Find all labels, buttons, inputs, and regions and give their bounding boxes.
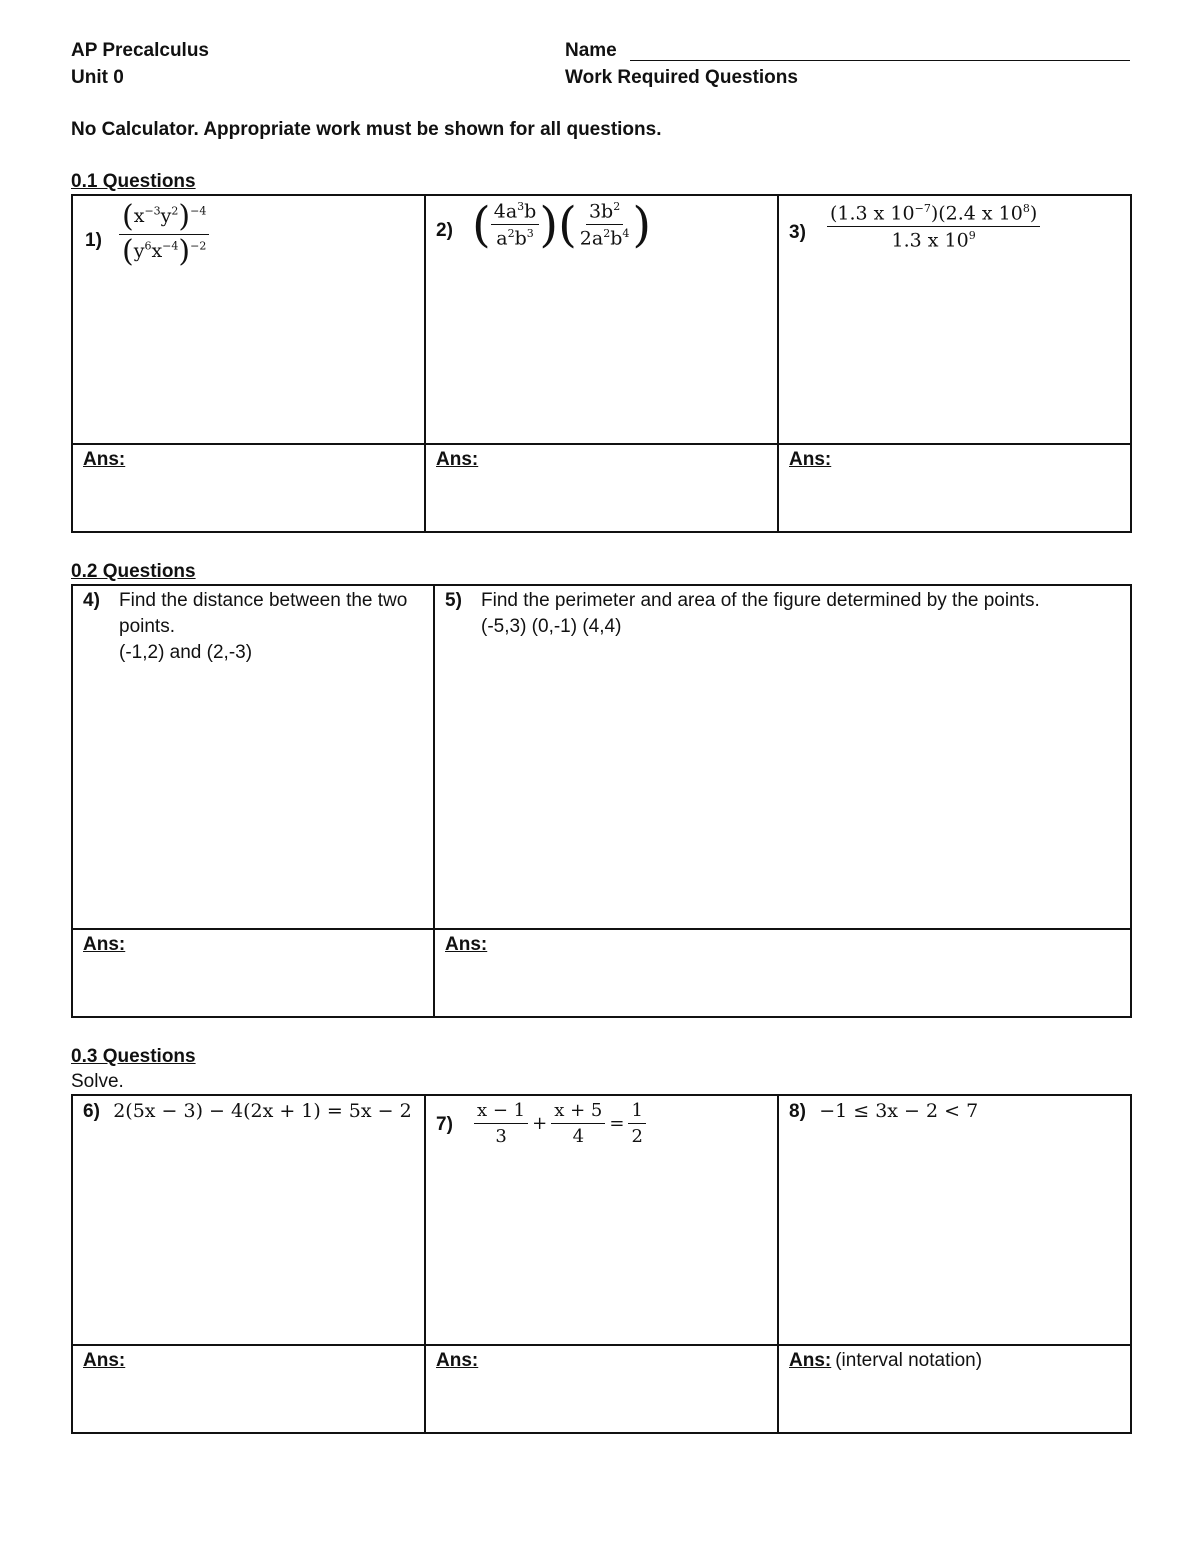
answer-label: Ans:	[83, 934, 126, 955]
section-0-3-table	[71, 1094, 1132, 1434]
name-label: Name	[565, 40, 617, 61]
answer-label: Ans:	[445, 934, 488, 955]
answer-6-cell[interactable]	[72, 1345, 425, 1433]
answer-8-cell[interactable]	[778, 1345, 1131, 1433]
section-title-0-1: 0.1 Questions	[71, 171, 196, 192]
question-5-number: 5)	[445, 590, 462, 611]
section-0-2-table	[71, 584, 1132, 1018]
question-5-text: Find the perimeter and area of the figure determined by the points.	[481, 590, 1040, 611]
question-4-cell	[72, 585, 434, 929]
question-3-cell	[778, 195, 1131, 444]
question-2-cell	[425, 195, 778, 444]
answer-4-cell[interactable]	[72, 929, 434, 1017]
answer-5-cell[interactable]	[434, 929, 1131, 1017]
answer-2-cell[interactable]	[425, 444, 778, 532]
question-2-number: 2)	[436, 220, 453, 241]
course-title: AP Precalculus	[71, 40, 210, 61]
worksheet-title: Work Required Questions	[565, 67, 798, 88]
question-2-expression: ( $\frac{4a^3b}{a^2b^3}$ ) ( $\frac{3b^2}{2a^2b^4}$ )	[472, 196, 652, 253]
question-6-cell	[72, 1095, 425, 1345]
answer-label: Ans:	[436, 449, 479, 470]
answer-label: Ans:	[789, 449, 832, 470]
question-4-points: (-1,2) and (2,-3)	[119, 642, 253, 663]
answer-label: Ans:	[436, 1350, 479, 1371]
section-title-0-3: 0.3 Questions	[71, 1046, 196, 1067]
answer-8-note: (interval notation)	[835, 1350, 983, 1371]
question-5-cell	[434, 585, 1131, 929]
question-3-expression: $\frac{(1.3 x 10^{-7})(2.4 x 10^8)}{1.3 x 10^9}$	[827, 202, 1040, 252]
section-0-3-subtitle: Solve.	[71, 1071, 124, 1092]
question-8-inequality: −1 ≤ 3x − 2 < 7	[819, 1100, 979, 1122]
answer-1-cell[interactable]	[72, 444, 425, 532]
question-1-cell	[72, 195, 425, 444]
answer-3-cell[interactable]	[778, 444, 1131, 532]
question-3-number: 3)	[789, 222, 806, 243]
question-8-number: 8)	[789, 1101, 806, 1122]
question-7-number: 7)	[436, 1114, 453, 1135]
unit-label: Unit 0	[71, 67, 124, 88]
question-6-equation: 2(5x − 3) − 4(2x + 1) = 5x − 2	[113, 1100, 412, 1122]
question-7-equation: $\frac{x - 1}{3}$ + $\frac{x + 5}{4}$ = $\frac{1}{2}$	[474, 1100, 646, 1147]
question-7-cell	[425, 1095, 778, 1345]
answer-7-cell[interactable]	[425, 1345, 778, 1433]
section-title-0-2: 0.2 Questions	[71, 561, 196, 582]
answer-label: Ans:	[83, 449, 126, 470]
section-0-1-table	[71, 194, 1132, 533]
question-1-expression: $\frac{(x^{-3}y^2)^{-4}}{(y^6x^{-4})^{-2}}$	[119, 202, 209, 267]
instructions: No Calculator. Appropriate work must be shown for all questions.	[71, 119, 662, 140]
question-6-number: 6)	[83, 1101, 100, 1122]
question-1-number: 1)	[85, 230, 102, 251]
answer-label: Ans:	[789, 1350, 832, 1371]
name-input-line[interactable]	[630, 60, 1130, 61]
question-5-points: (-5,3) (0,-1) (4,4)	[481, 616, 622, 637]
question-8-cell	[778, 1095, 1131, 1345]
answer-label: Ans:	[83, 1350, 126, 1371]
question-4-text: Find the distance between the two points.	[119, 590, 408, 637]
question-4-number: 4)	[83, 590, 100, 611]
